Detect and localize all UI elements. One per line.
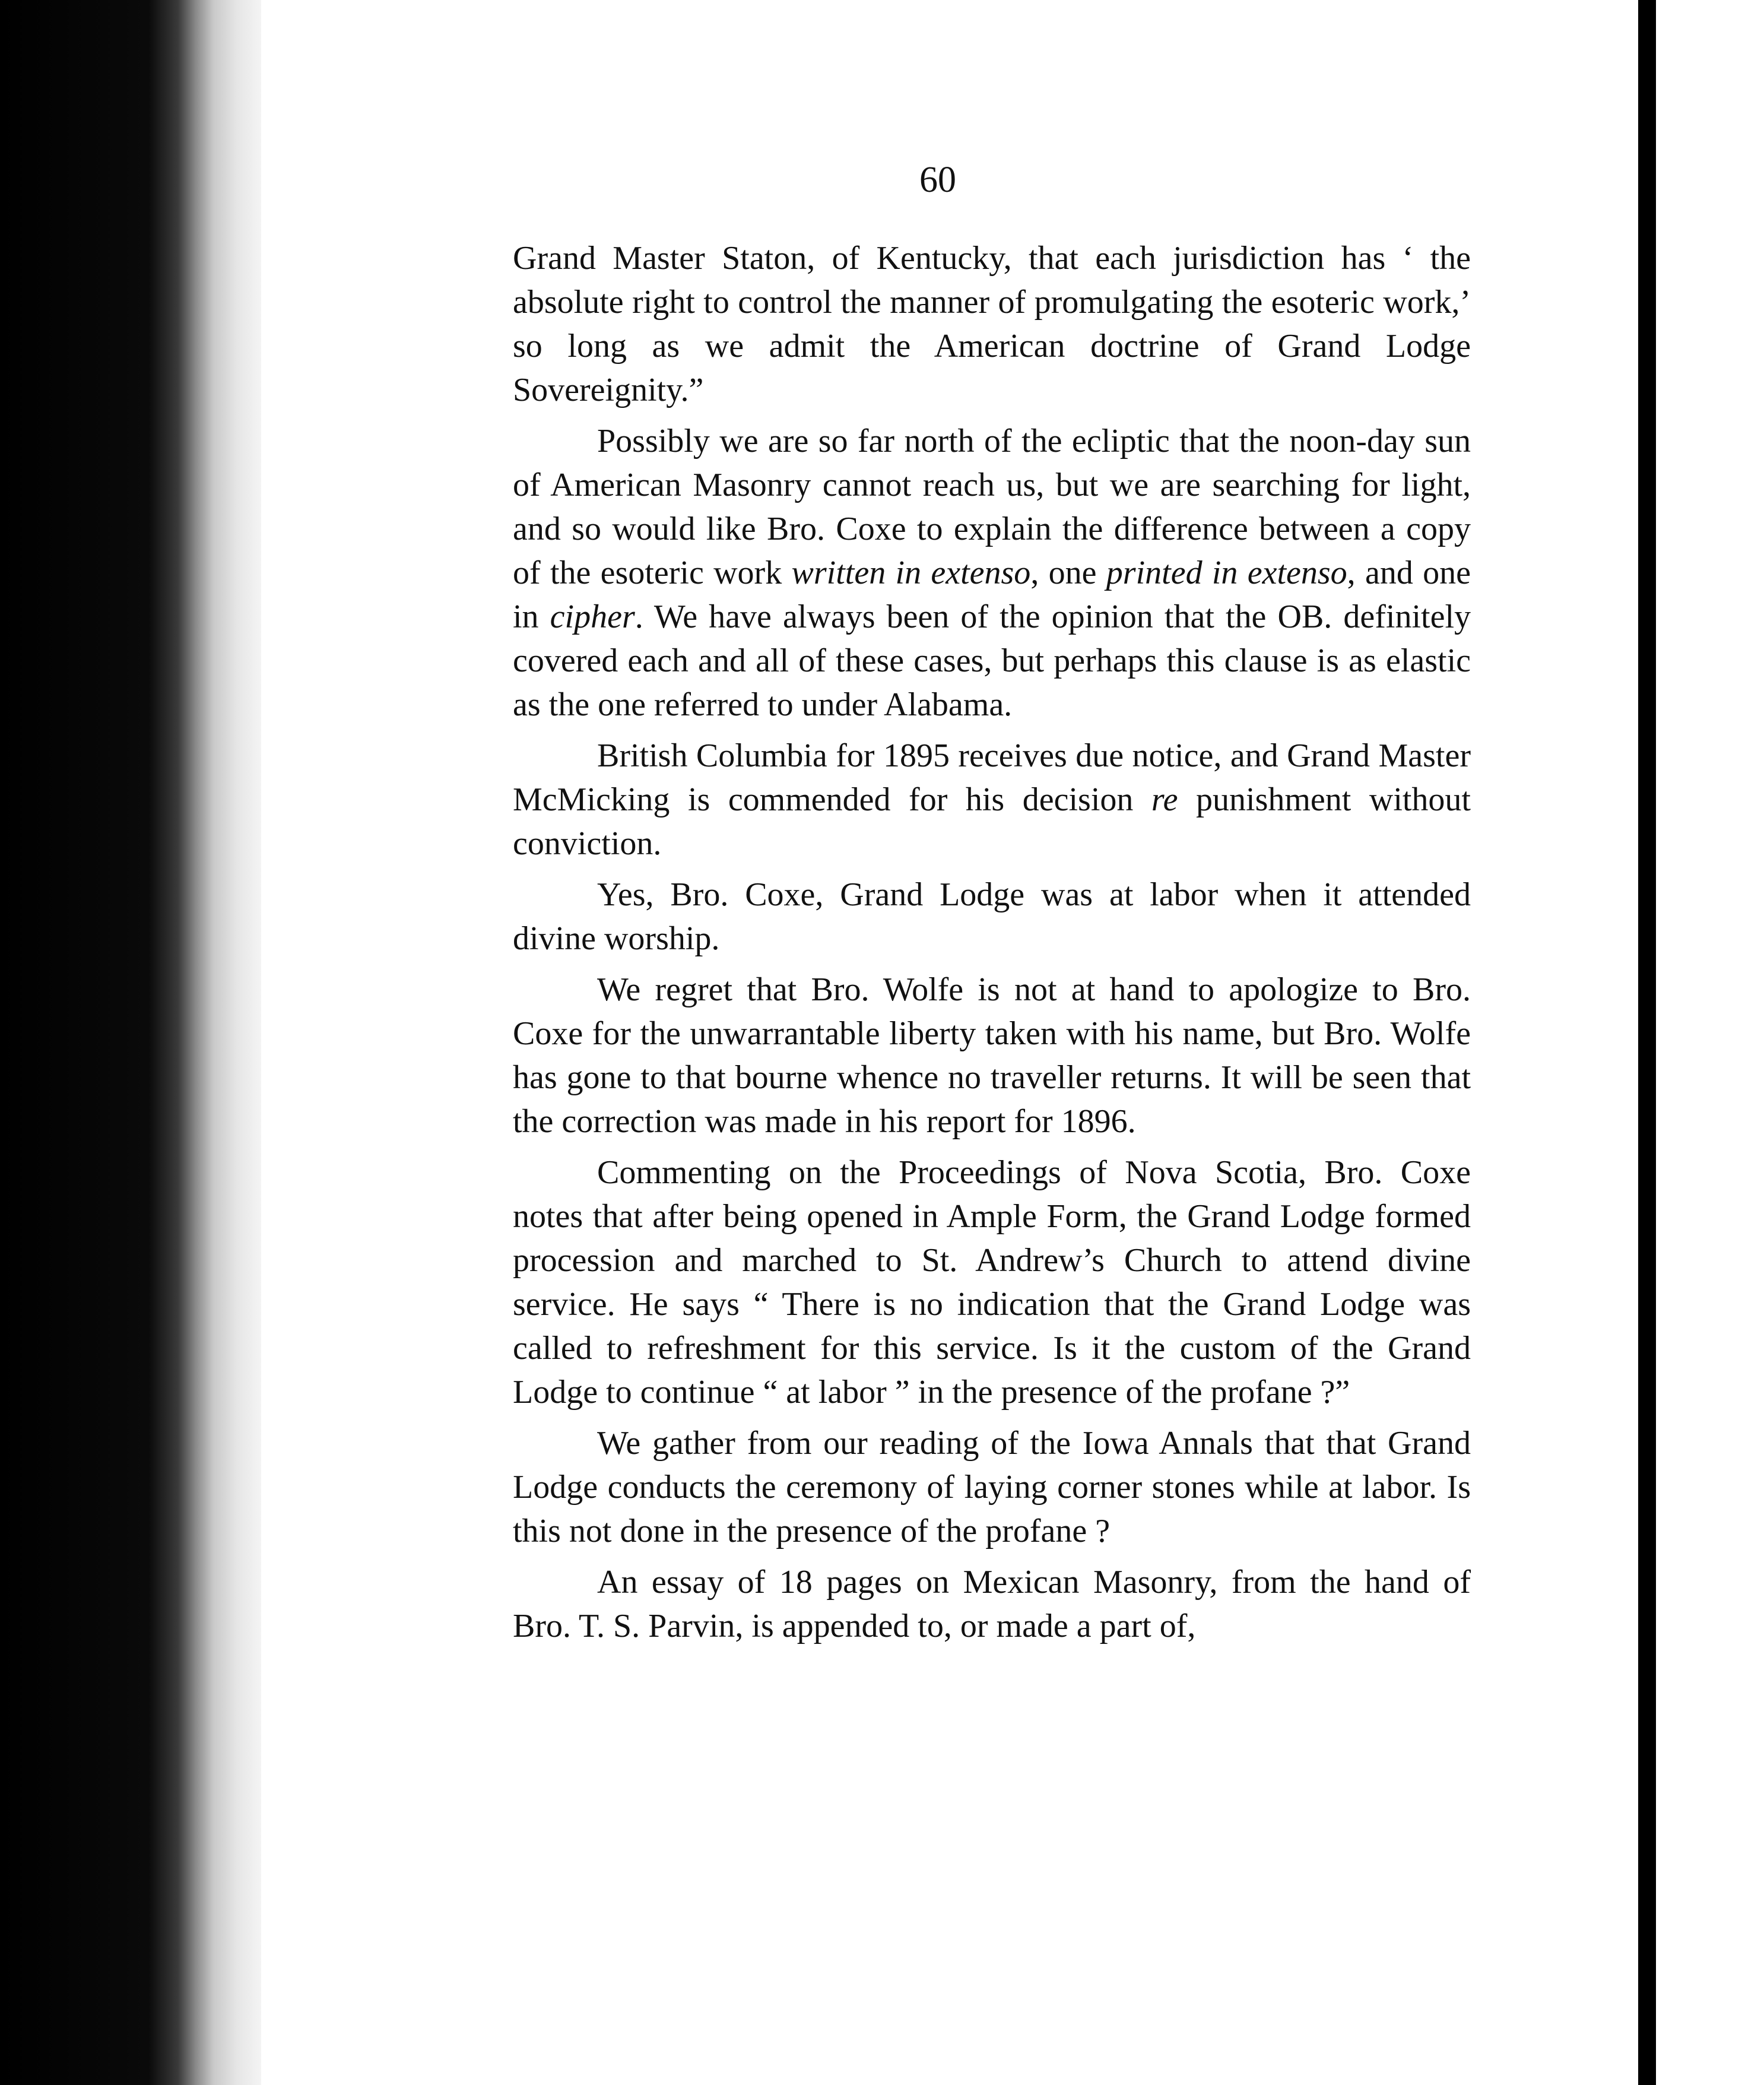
text-run: We gather from our reading of the Iowa Annals that that Grand Lodge conducts the ceremony of laying corner stones while at labor. Is this not done in the presence of the profane ? — [513, 1425, 1471, 1550]
text-run: We regret that Bro. Wolfe is not at hand to apologize to Bro. Coxe for the unwarrantable liberty taken with his name, but Bro. Wolfe has gone to that bourne whence no traveller returns. It will be seen that the correction was made in his report for 1896. — [513, 971, 1471, 1140]
text-run: , and one in — [513, 554, 1471, 635]
paragraph — [513, 1560, 1471, 1648]
italic-phrase: re — [1151, 781, 1178, 818]
text-run: . We have always been of the opinion that the OB. definitely covered each and all of these cases, but perhaps this clause is as elastic as the one referred to under Alabama. — [513, 598, 1471, 723]
paragraph — [513, 873, 1471, 961]
paragraph — [513, 1421, 1471, 1553]
paragraph — [513, 1151, 1471, 1414]
page-gutter — [1638, 0, 1656, 2085]
text-run: An essay of 18 pages on Mexican Masonry, from the hand of Bro. T. S. Parvin, is appended to, or made a part of, — [513, 1564, 1471, 1644]
paragraph — [513, 734, 1471, 866]
text-run: , one — [1030, 554, 1106, 591]
italic-phrase: cipher — [550, 598, 635, 635]
book-page — [261, 0, 1638, 2085]
page-number: 60 — [919, 160, 956, 200]
text-run: Grand Master Staton, of Kentucky, that each jurisdiction has ‘ the absolute right to control the manner of promulgating the esoteric work,’ so long as we admit the American doctrine of Grand Lodge Sovereignity.” — [513, 240, 1471, 408]
paragraph — [513, 419, 1471, 727]
text-run: punishment without conviction. — [513, 781, 1471, 862]
facing-page-edge — [1656, 0, 1764, 2085]
text-run: Commenting on the Proceedings of Nova Scotia, Bro. Coxe notes that after being opened in Ample Form, the Grand Lodge formed procession and marched to St. Andrew’s Church to attend divine service. He says “ There is no indication that the Grand Lodge was called to refreshment for this service. Is it the custom of the Grand Lodge to continue “ at labor ” in the presence of the profane ?” — [513, 1154, 1471, 1411]
paragraph — [513, 236, 1471, 412]
text-run: Yes, Bro. Coxe, Grand Lodge was at labor when it attended divine worship. — [513, 876, 1471, 957]
paragraph — [513, 968, 1471, 1143]
italic-phrase: written in extenso — [791, 554, 1031, 591]
text-run: Possibly we are so far north of the ecliptic that the noon-day sun of American Masonry cannot reach us, but we are searching for light, and so would like Bro. Coxe to explain the difference between a copy of the esoteric work — [513, 423, 1471, 591]
book-edge — [0, 0, 273, 2085]
page-text — [513, 236, 1471, 1655]
italic-phrase: printed in extenso — [1106, 554, 1347, 591]
text-run: British Columbia for 1895 receives due notice, and Grand Master McMicking is commended for his decision — [513, 737, 1471, 818]
